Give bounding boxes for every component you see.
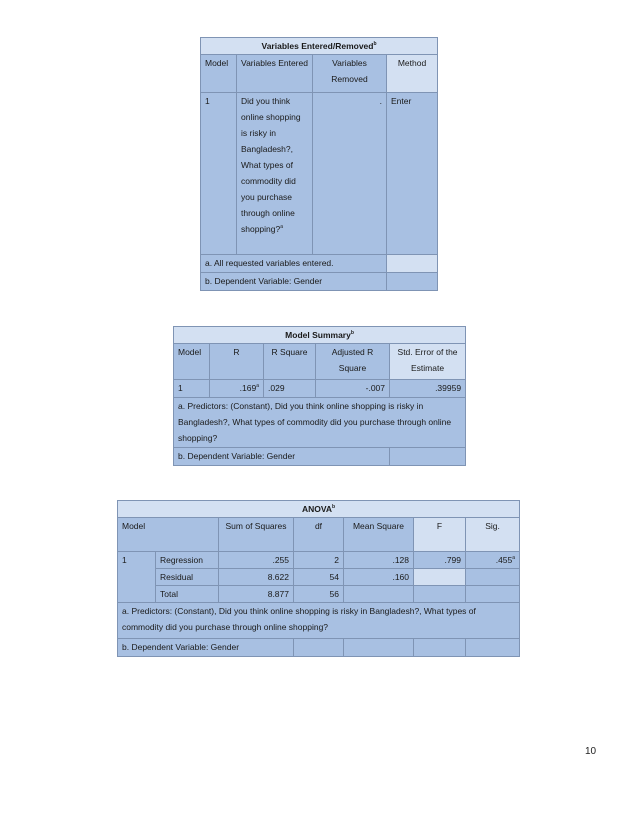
cell-r: .169$^a$	[210, 380, 264, 398]
cell-model: 1	[201, 93, 237, 255]
table-title: Variables Entered/Removed$^b$	[201, 38, 438, 55]
anova-table	[117, 500, 520, 657]
page-number: 10	[585, 746, 597, 757]
cell-mean-square: .160	[344, 569, 414, 586]
header-method: Method	[387, 55, 438, 93]
model-summary-table	[173, 326, 466, 466]
header-std-error: Std. Error of the Estimate	[390, 344, 466, 380]
cell-df: 2	[294, 552, 344, 569]
cell-sum-of-squares: 8.877	[219, 586, 294, 603]
cell-sig	[466, 569, 520, 586]
cell-adjusted-r-square: -.007	[316, 380, 390, 398]
footnote-b-spacer	[387, 273, 438, 291]
footnote-a-spacer	[387, 255, 438, 273]
cell-source: Regression	[156, 552, 219, 569]
header-f: F	[414, 518, 466, 552]
header-variables-entered: Variables Entered	[237, 55, 313, 93]
cell-sum-of-squares: 8.622	[219, 569, 294, 586]
variables-entered-table	[200, 37, 438, 291]
cell-sig: .455$^a$	[466, 552, 520, 569]
cell-df: 54	[294, 569, 344, 586]
footnote-b-spacer	[294, 639, 344, 657]
cell-model: 1	[174, 380, 210, 398]
footnote-b-spacer	[344, 639, 414, 657]
cell-mean-square	[344, 586, 414, 603]
header-sum-of-squares: Sum of Squares	[219, 518, 294, 552]
footnote-a: a. All requested variables entered.	[201, 255, 387, 273]
header-variables-removed: Variables Removed	[313, 55, 387, 93]
table-title: Model Summary$^b$	[174, 327, 466, 344]
cell-mean-square: .128	[344, 552, 414, 569]
cell-variables-removed: .	[313, 93, 387, 255]
header-adjusted-r-square: Adjusted R Square	[316, 344, 390, 380]
cell-sig	[466, 586, 520, 603]
cell-r-square: .029	[264, 380, 316, 398]
header-r: R	[210, 344, 264, 380]
footnote-b-spacer	[390, 448, 466, 466]
cell-f	[414, 586, 466, 603]
cell-sum-of-squares: .255	[219, 552, 294, 569]
footnote-b-spacer	[414, 639, 466, 657]
cell-df: 56	[294, 586, 344, 603]
cell-std-error: .39959	[390, 380, 466, 398]
header-r-square: R Square	[264, 344, 316, 380]
footnote-a: a. Predictors: (Constant), Did you think online shopping is risky in Bangladesh?, What types of commodity did you purchase through online shopping?	[174, 398, 466, 448]
header-sig: Sig.	[466, 518, 520, 552]
cell-source: Total	[156, 586, 219, 603]
header-model: Model	[201, 55, 237, 93]
cell-f: .799	[414, 552, 466, 569]
footnote-b-spacer	[466, 639, 520, 657]
cell-source: Residual	[156, 569, 219, 586]
table-title: ANOVA$^b$	[118, 501, 520, 518]
footnote-b: b. Dependent Variable: Gender	[118, 639, 294, 657]
header-df: df	[294, 518, 344, 552]
cell-variables-entered: Did you think online shopping is risky in Bangladesh?, What types of commodity did you purchase through online shopping?$^a$	[237, 93, 313, 255]
table-row	[118, 569, 520, 586]
footnote-b: b. Dependent Variable: Gender	[201, 273, 387, 291]
cell-model: 1	[118, 552, 156, 603]
header-model: Model	[174, 344, 210, 380]
table-row	[118, 552, 520, 569]
header-model: Model	[118, 518, 219, 552]
footnote-b: b. Dependent Variable: Gender	[174, 448, 390, 466]
footnote-a: a. Predictors: (Constant), Did you think online shopping is risky in Bangladesh?, What types of commodity did you purchase through online shopping?	[118, 603, 520, 639]
header-mean-square: Mean Square	[344, 518, 414, 552]
cell-f	[414, 569, 466, 586]
cell-method: Enter	[387, 93, 438, 255]
table-row	[118, 586, 520, 603]
